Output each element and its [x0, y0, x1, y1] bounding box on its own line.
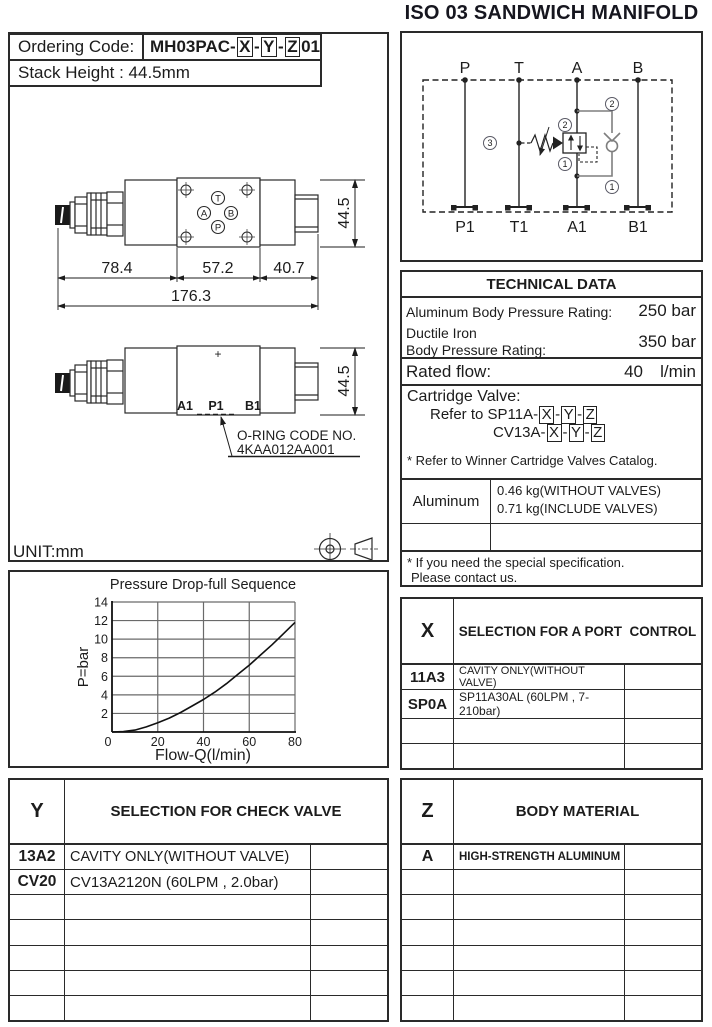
x-tick-label: 0: [104, 735, 112, 749]
schematic-port-t: T: [514, 60, 524, 77]
code-letter-box: X: [547, 424, 562, 442]
schematic-port-p1: P1: [455, 219, 475, 236]
table-row-empty: [10, 919, 387, 944]
table-row: A HIGH-STRENGTH ALUMINUM: [402, 845, 701, 869]
weight-table: [402, 478, 701, 552]
dim-57-label: 57.2: [202, 260, 234, 277]
technical-data-header: TECHNICAL DATA: [402, 272, 701, 298]
code-letter-box: Z: [591, 424, 605, 442]
svg-text:1: 1: [609, 182, 615, 193]
schematic-port-t1: T1: [509, 219, 529, 236]
weight-values: 0.46 kg(WITHOUT VALVES) 0.71 kg(INCLUDE VALVES): [497, 483, 661, 516]
schematic-port-p: P: [459, 60, 471, 77]
y-tick-label: 14: [94, 595, 108, 610]
y-tick-label: 10: [94, 632, 108, 647]
sequence-valve-symbol: [521, 127, 597, 162]
ductile-rating-value: 350 bar: [638, 332, 696, 351]
oring-note-line1: O-RING CODE NO.: [237, 428, 357, 443]
dim-78-label: 78.4: [101, 260, 133, 277]
rated-flow-value: 40: [624, 362, 643, 381]
svg-text:2: 2: [609, 99, 615, 110]
port-p1-label: P1: [208, 399, 224, 413]
table-row-empty: [10, 894, 387, 919]
port-p-label: P: [214, 222, 222, 234]
y-tick-label: 6: [101, 669, 108, 684]
table-row-empty: [10, 995, 387, 1020]
svg-text:1: 1: [562, 159, 568, 170]
x-axis-label: Flow-Q(l/min): [155, 747, 251, 764]
code-letter-box: Z: [285, 37, 300, 57]
special-spec-note: * If you need the special specification. Please contact us.: [407, 555, 625, 585]
schematic-port-a: A: [571, 60, 583, 77]
ordering-code-row: [8, 33, 322, 61]
table-row-empty: [10, 945, 387, 970]
table-row-empty: [402, 995, 701, 1020]
valve-drawings: [8, 32, 389, 562]
table-row-empty: [402, 970, 701, 995]
y-tick-label: 12: [94, 614, 108, 629]
y-tick-label: 8: [101, 651, 108, 666]
projection-cone-icon: [350, 538, 378, 560]
cartridge-valve-block: Cartridge Valve: Refer to SP11A- X - Y - Z CV13A- X - Y - Z: [402, 387, 701, 449]
drawing-top-view: [55, 178, 365, 310]
ordering-code-value: MH03PAC- X - Y - Z 01: [142, 35, 320, 59]
selection-y-code: Y: [10, 780, 65, 843]
table-row-empty: [402, 894, 701, 919]
x-tick-label: 80: [288, 735, 302, 749]
selection-x-code: X: [402, 599, 454, 663]
port-t-label: T: [215, 193, 221, 205]
schematic-port-a1: A1: [567, 219, 587, 236]
port-b1-label: B1: [245, 399, 261, 413]
code-letter-box: Y: [561, 406, 576, 424]
unit-label: UNIT:mm: [13, 542, 84, 561]
selection-y-title: SELECTION FOR CHECK VALVE: [110, 803, 342, 820]
cartridge-note: * Refer to Winner Cartridge Valves Catalog.: [407, 453, 658, 468]
y-tick-label: 2: [101, 706, 108, 721]
port-b-label: B: [227, 208, 235, 220]
table-row: SP0A SP11A30AL (60LPM , 7-210bar): [402, 689, 701, 718]
selection-x-title: SELECTION FOR A PORT CONTROL: [458, 623, 697, 639]
table-row: 11A3 CAVITY ONLY(WITHOUT VALVE): [402, 665, 701, 689]
svg-text:2: 2: [562, 120, 568, 131]
dim-total-label: 176.3: [170, 288, 212, 305]
chart-title: Pressure Drop-full Sequence: [109, 577, 297, 593]
svg-text:3: 3: [487, 138, 493, 149]
weight-material: Aluminum: [402, 480, 491, 523]
ordering-code-label: Ordering Code:: [18, 37, 135, 56]
ductile-rating-label: Ductile Iron Body Pressure Rating:: [406, 325, 547, 358]
table-row-empty: [10, 970, 387, 995]
table-row-empty: [402, 945, 701, 970]
selection-z-title: BODY MATERIAL: [515, 803, 640, 820]
dim-40-label: 40.7: [273, 260, 305, 277]
aluminum-rating-label: Aluminum Body Pressure Rating:: [406, 304, 613, 320]
interface-connectors: [451, 205, 651, 211]
x-tick-label: 20: [150, 735, 165, 749]
selection-table-z: [400, 778, 703, 1022]
y-axis-label: P=bar: [75, 646, 92, 688]
code-letter-box: X: [539, 406, 554, 424]
table-row-empty: [402, 718, 701, 743]
plus-mark: +: [214, 347, 222, 361]
pressure-drop-chart-panel: [8, 570, 389, 768]
port-a1-label: A1: [177, 399, 193, 413]
stack-height-row: [8, 59, 322, 87]
code-letter-box: Z: [583, 406, 597, 424]
selection-table-y: [8, 778, 389, 1022]
oring-note-line2: 4KAA012AA001: [237, 442, 335, 457]
code-letter-box: Y: [569, 424, 584, 442]
selection-z-code: Z: [402, 780, 454, 843]
x-tick-label: 60: [242, 735, 257, 749]
pressure-drop-chart: [10, 572, 387, 766]
hydraulic-schematic: [402, 33, 701, 260]
table-row-empty: [402, 919, 701, 944]
rated-flow-unit: l/min: [660, 362, 696, 381]
port-a-label: A: [200, 208, 208, 220]
aluminum-rating-value: 250 bar: [638, 301, 696, 320]
code-letter-box: X: [237, 37, 253, 57]
stack-height-label: Stack Height : 44.5mm: [18, 63, 190, 82]
code-letter-box: Y: [261, 37, 277, 57]
y-tick-label: 4: [101, 688, 108, 703]
projection-target-icon: [314, 533, 346, 562]
x-tick-label: 40: [196, 735, 211, 749]
schematic-callouts: [484, 98, 619, 194]
table-row-empty: [402, 743, 701, 768]
table-row-empty: [402, 869, 701, 894]
table-row: 13A2 CAVITY ONLY(WITHOUT VALVE): [10, 845, 387, 869]
drawing-bottom-view: [55, 346, 365, 457]
schematic-port-b1: B1: [628, 219, 648, 236]
page-title: ISO 03 SANDWICH MANIFOLD: [404, 2, 699, 24]
table-row: CV20 CV13A2120N (60LPM , 2.0bar): [10, 869, 387, 894]
technical-data-panel: [400, 270, 703, 587]
rated-flow-label: Rated flow:: [406, 362, 492, 381]
selection-table-x: [400, 597, 703, 770]
schematic-port-b: B: [632, 60, 644, 77]
